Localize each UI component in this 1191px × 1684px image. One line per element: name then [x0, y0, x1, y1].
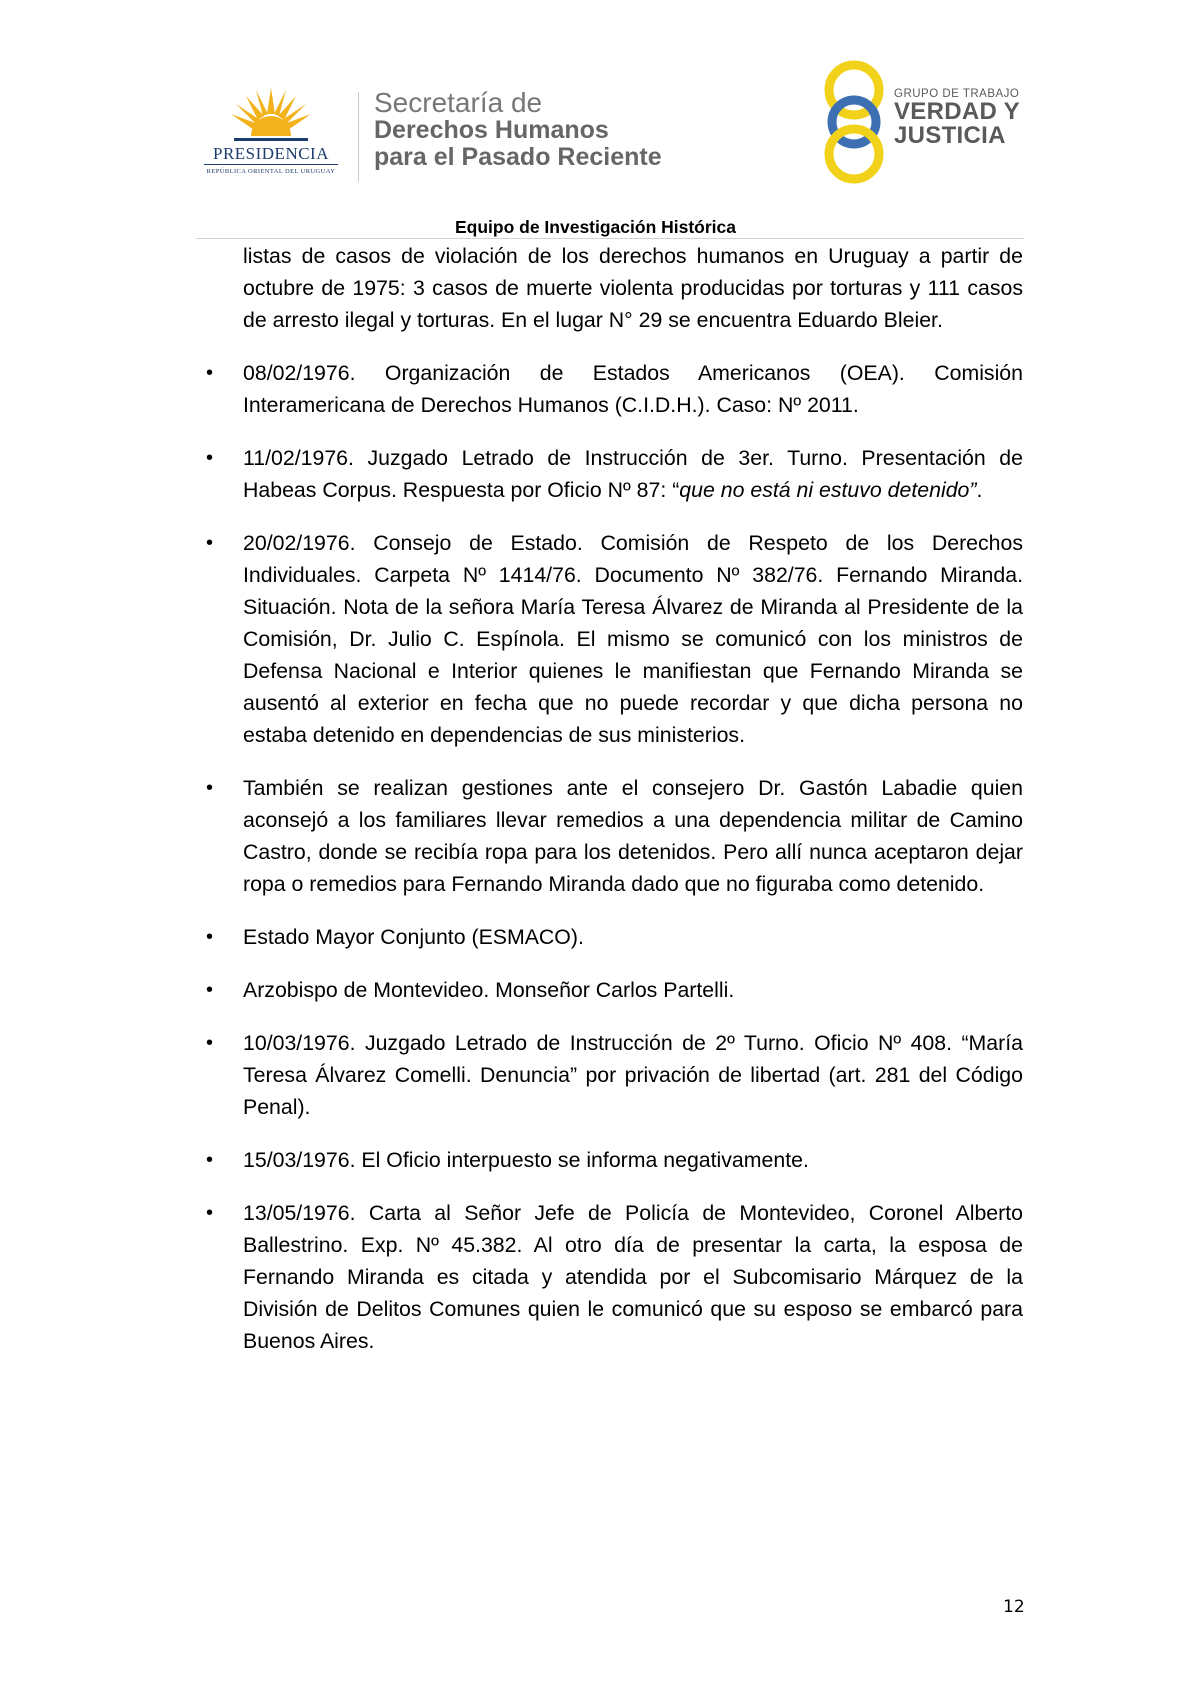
secretaria-logo: [374, 88, 662, 170]
item-text: 10/03/1976. Juzgado Letrado de Instrucción de 2º Turno. Oficio Nº 408. “María Teresa Álvarez Comelli. Denuncia” por privación de libertad (art. 281 del Código Penal).: [243, 1031, 1023, 1119]
rings-icon: [818, 58, 894, 186]
list-item: [206, 1144, 1023, 1176]
item-text: 20/02/1976. Consejo de Estado. Comisión de Respeto de los Derechos Individuales. Carpeta Nº 1414/76. Documento Nº 382/76. Fernando Miranda. Situación. Nota de la señora María Teresa Álvarez de Miranda al Presidente de la Comisión, Dr. Julio C. Espínola. El mismo se comunicó con los ministros de Defensa Nacional e Interior quienes le manifiestan que Fernando Miranda se ausentó al exterior en fecha que no puede recordar y que dicha persona no estaba detenido en dependencias de sus ministerios.: [243, 531, 1023, 747]
grupo-label: GRUPO DE TRABAJO: [894, 88, 1020, 100]
item-text-end: .: [976, 478, 983, 502]
item-text: Arzobispo de Montevideo. Monseñor Carlos Partelli.: [243, 978, 735, 1002]
header-rule: [196, 238, 1024, 239]
list-item: [206, 921, 1023, 953]
item-text: 15/03/1976. El Oficio interpuesto se informa negativamente.: [243, 1148, 809, 1172]
bullet-icon: •: [206, 979, 214, 1001]
bullet-icon: •: [206, 1202, 214, 1224]
bullet-icon: •: [206, 532, 214, 554]
list-item: [206, 1027, 1023, 1123]
item-text: También se realizan gestiones ante el consejero Dr. Gastón Labadie quien aconsejó a los familiares llevar remedios a una dependencia militar de Camino Castro, donde se recibía ropa para los detenidos. Pero allí nunca aceptaron dejar ropa o remedios para Fernando Miranda dado que no figuraba como detenido.: [243, 776, 1023, 896]
secretaria-line1: Secretaría de: [374, 87, 543, 118]
item-text: 11/02/1976. Juzgado Letrado de Instrucción de 3er. Turno. Presentación de Habeas Corpus. Respuesta por Oficio Nº 87: “: [243, 446, 1023, 502]
list-item: [206, 772, 1023, 900]
presidencia-name: PRESIDENCIA: [212, 144, 329, 163]
document-body: [206, 240, 1023, 1378]
secretaria-line3: para el Pasado Reciente: [374, 142, 662, 171]
list-item: [206, 357, 1023, 421]
presidencia-logo: [196, 86, 346, 176]
list-item: [206, 442, 1023, 506]
item-text: Estado Mayor Conjunto (ESMACO).: [243, 925, 584, 949]
divider: [204, 164, 338, 165]
list-item: [206, 1197, 1023, 1357]
verdad-justicia-logo: [818, 58, 1028, 186]
bullet-icon: •: [206, 1032, 214, 1054]
item-text: 08/02/1976. Organización de Estados Americanos (OEA). Comisión Interamericana de Derechos Humanos (C.I.D.H.). Caso: Nº 2011.: [243, 361, 1023, 417]
presidencia-subtitle: REPÚBLICA ORIENTAL DEL URUGUAY: [206, 168, 336, 175]
event-list: [206, 357, 1023, 1357]
grupo-line2: JUSTICIA: [894, 122, 1006, 149]
list-item: [206, 974, 1023, 1006]
grupo-text: [894, 88, 1020, 148]
intro-paragraph: listas de casos de violación de los derechos humanos en Uruguay a partir de octubre de 1975: 3 casos de muerte violenta producidas por torturas y 111 casos de arresto ilegal y torturas. En el lugar N° 29 se encuentra Eduardo Bleier.: [243, 244, 1023, 332]
grupo-line1: VERDAD Y: [894, 98, 1020, 125]
team-title: Equipo de Investigación Histórica: [454, 217, 737, 237]
sun-emblem-icon: [226, 86, 316, 150]
bullet-icon: •: [206, 447, 214, 469]
bullet-icon: •: [206, 1149, 214, 1171]
item-text: 13/05/1976. Carta al Señor Jefe de Policía de Montevideo, Coronel Alberto Ballestrino. Exp. Nº 45.382. Al otro día de presentar la carta, la esposa de Fernando Miranda es citada y atendida por el Subcomisario Márquez de la División de Delitos Comunes quien le comunicó que su esposo se embarcó para Buenos Aires.: [243, 1201, 1023, 1353]
bullet-icon: •: [206, 362, 214, 384]
item-quote: que no está ni estuvo detenido”: [679, 478, 977, 502]
bullet-icon: •: [206, 926, 214, 948]
page-number: 12: [1003, 1597, 1025, 1617]
secretaria-line2: Derechos Humanos: [374, 116, 609, 145]
bullet-icon: •: [206, 777, 214, 799]
logo-divider: [358, 92, 359, 182]
list-item: [206, 527, 1023, 751]
